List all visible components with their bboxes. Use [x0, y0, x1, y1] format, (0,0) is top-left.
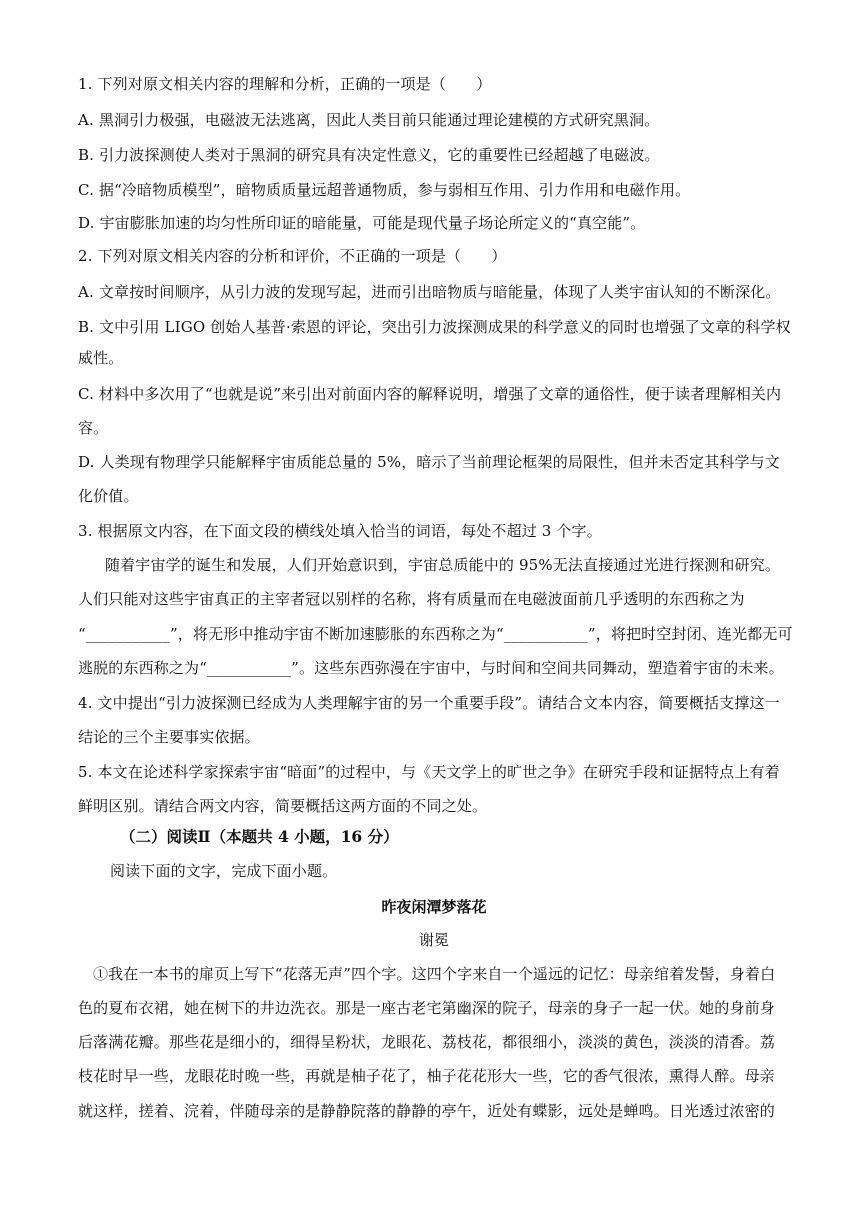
- article-author: 谢冕: [418, 931, 449, 949]
- question-2-option-b: B. 文中引用 LIGO 创始人基普·索恩的评论，突出引力波探测成果的科学意义的同时也增强了文章的科学权: [78, 318, 791, 336]
- question-2-option-d: D. 人类现有物理学只能解释宇宙质能总量的 5%，暗示了当前理论框架的局限性，但并未否定其科学与文: [78, 453, 780, 471]
- article-paragraph-line: 就这样，搓着、浣着，伴随母亲的是静静院落的静静的亭午，近处有蝶影，远处是蝉鸣。日光透过浓密的: [78, 1102, 775, 1120]
- question-1-option-b: B. 引力波探测使人类对于黑洞的研究具有决定性意义，它的重要性已经超越了电磁波。: [78, 146, 660, 164]
- question-2-option-c: C. 材料中多次用了“也就是说”来引出对前面内容的解释说明，增强了文章的通俗性，便于读者理解相关内: [78, 385, 782, 403]
- question-3-passage-line: 人们只能对这些宇宙真正的主宰者冠以别样的名称，将有质量而在电磁波面前几乎透明的东西称之为: [78, 590, 745, 608]
- question-3-passage-line: 逃脱的东西称之为“___________”。这些东西弥漫在宇宙中，与时间和空间共同舞动，塑造着宇宙的未来。: [78, 659, 784, 677]
- question-2-stem: 2. 下列对原文相关内容的分析和评价，不正确的一项是（ ）: [78, 247, 507, 265]
- question-4-stem: 4. 文中提出“引力波探测已经成为人类理解宇宙的另一个重要手段”。请结合文本内容，简要概括支撑这一: [78, 694, 780, 712]
- question-2-option-a: A. 文章按时间顺序，从引力波的发现写起，进而引出暗物质与暗能量，体现了人类宇宙认知的不断深化。: [78, 283, 781, 301]
- question-3-stem: 3. 根据原文内容，在下面文段的横线处填入恰当的词语，每处不超过 3 个字。: [78, 522, 602, 540]
- question-4-stem-cont: 结论的三个主要事实依据。: [78, 728, 260, 746]
- reading-instruction: 阅读下面的文字，完成下面小题。: [110, 862, 338, 880]
- question-1-stem: 1. 下列对原文相关内容的理解和分析，正确的一项是（ ）: [78, 75, 492, 93]
- question-1-option-c: C. 据“冷暗物质模型”，暗物质质量远超普通物质，参与弱相互作用、引力作用和电磁作用。: [78, 181, 691, 199]
- question-3-passage-line: “___________”，将无形中推动宇宙不断加速膨胀的东西称之为“___________”，将把时空封闭、连光都无可: [78, 625, 793, 643]
- question-2-option-c-cont: 容。: [78, 419, 109, 437]
- article-paragraph-line: ①我在一本书的扉页上写下“花落无声”四个字。这四个字来自一个遥远的记忆：母亲绾着发髻，身着白: [93, 965, 776, 983]
- article-paragraph-line: 色的夏布衣裙，她在树下的井边洗衣。那是一座古老宅第幽深的院子，母亲的身子一起一伏。她的身前身: [78, 999, 775, 1017]
- question-1-option-a: A. 黑洞引力极强，电磁波无法逃离，因此人类目前只能通过理论建模的方式研究黑洞。: [78, 111, 660, 129]
- section-heading: （二）阅读Ⅱ（本题共 4 小题，16 分）: [120, 827, 399, 846]
- question-3-passage-line: 随着宇宙学的诞生和发展，人们开始意识到，宇宙总质能中的 95%无法直接通过光进行探测和研究。: [105, 556, 781, 574]
- article-paragraph-line: 枝花时早一些，龙眼花时晚一些，再就是柚子花了，柚子花花形大一些，它的香气很浓，熏得人醉。母亲: [78, 1067, 775, 1085]
- question-2-option-b-cont: 威性。: [78, 349, 124, 367]
- article-paragraph-line: 后落满花瓣。那些花是细小的，细得呈粉状，龙眼花、荔枝花，都很细小，淡淡的黄色，淡淡的清香。荔: [78, 1033, 775, 1051]
- question-5-stem-cont: 鲜明区别。请结合两文内容，简要概括这两方面的不同之处。: [78, 797, 488, 815]
- question-2-option-d-cont: 化价值。: [78, 487, 139, 505]
- article-title: 昨夜闲潭梦落花: [381, 898, 487, 916]
- question-1-option-d: D. 宇宙膨胀加速的均匀性所印证的暗能量，可能是现代量子场论所定义的“真空能”。: [78, 214, 646, 232]
- question-5-stem: 5. 本文在论述科学家探索宇宙“暗面”的过程中，与《天文学上的旷世之争》在研究手段和证据特点上有着: [78, 763, 780, 781]
